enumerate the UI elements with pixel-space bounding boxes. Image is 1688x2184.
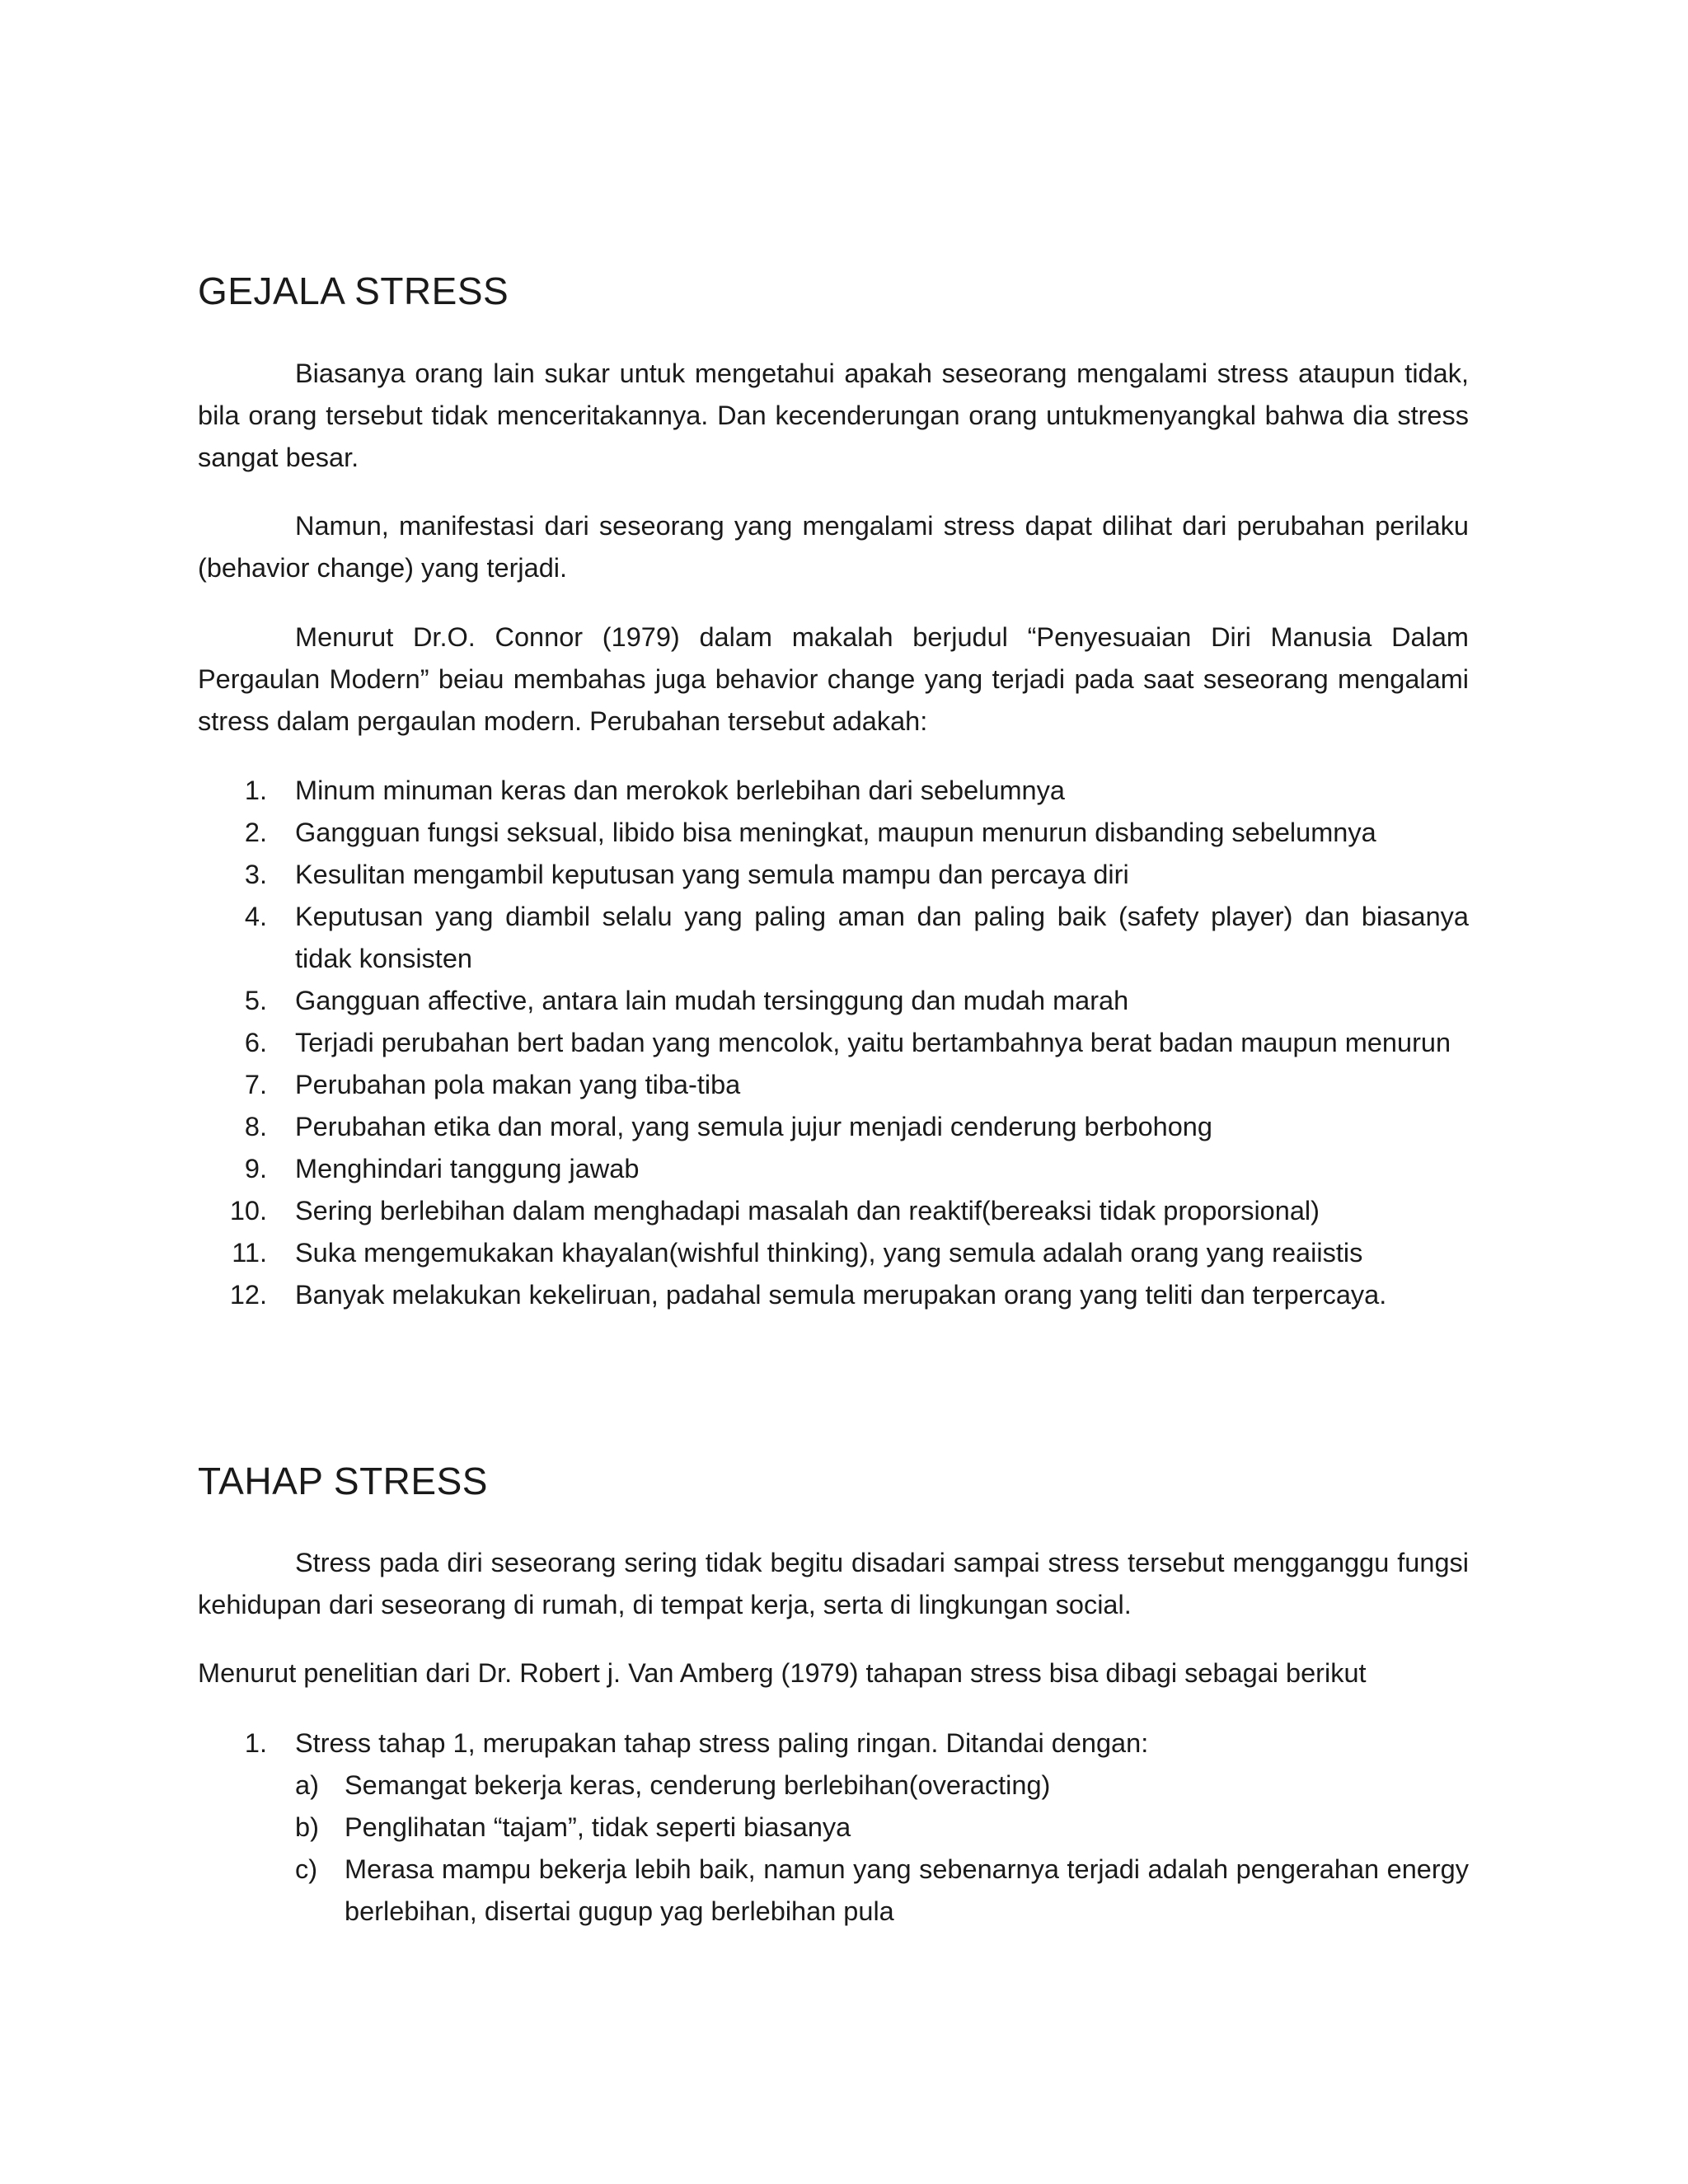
paragraph-connor bbox=[198, 616, 1469, 743]
list-item bbox=[198, 896, 1469, 980]
list-marker: 1. bbox=[244, 776, 267, 805]
list-item bbox=[198, 1022, 1469, 1064]
sub-list-marker: a) bbox=[295, 1770, 319, 1800]
behavior-change-list bbox=[198, 770, 1469, 1316]
list-marker: 5. bbox=[244, 986, 267, 1015]
sub-list-item bbox=[295, 1807, 1469, 1849]
list-item bbox=[198, 1148, 1469, 1190]
paragraph-text: Menurut Dr.O. Connor (1979) dalam makalah berjudul “Penyesuaian Diri Manusia Dalam Pergaulan Modern” beiau membahas juga behavior change yang terjadi pada saat seseorang mengalami stress dalam pergaulan modern. Perubahan tersebut adakah: bbox=[198, 622, 1469, 736]
paragraph-van-amberg bbox=[198, 1652, 1469, 1694]
list-marker: 6. bbox=[244, 1028, 267, 1057]
sub-list-item-text: Semangat bekerja keras, cenderung berlebihan(overacting) bbox=[345, 1770, 1051, 1800]
paragraph-manifestation bbox=[198, 505, 1469, 589]
list-marker: 7. bbox=[244, 1070, 267, 1099]
list-item-text: Sering berlebihan dalam menghadapi masalah dan reaktif(bereaksi tidak proporsional) bbox=[295, 1196, 1320, 1226]
list-item bbox=[198, 812, 1469, 854]
list-item bbox=[198, 1190, 1469, 1232]
list-item bbox=[198, 1274, 1469, 1316]
paragraph-stress-awareness bbox=[198, 1542, 1469, 1626]
list-marker: 12. bbox=[229, 1280, 267, 1310]
paragraph-text: Biasanya orang lain sukar untuk mengetahui apakah seseorang mengalami stress ataupun tidak, bila orang tersebut tidak menceritakannya. Dan kecenderungan orang untukmenyangkal bahwa dia stress sangat besar. bbox=[198, 359, 1469, 472]
list-item bbox=[198, 1722, 1469, 1933]
list-item-text: Terjadi perubahan bert badan yang mencolok, yaitu bertambahnya berat badan maupun menurun bbox=[295, 1028, 1451, 1057]
list-item-text: Gangguan fungsi seksual, libido bisa meningkat, maupun menurun disbanding sebelumnya bbox=[295, 818, 1376, 847]
list-item-text: Stress tahap 1, merupakan tahap stress paling ringan. Ditandai dengan: bbox=[295, 1728, 1149, 1758]
list-item bbox=[198, 854, 1469, 896]
list-item bbox=[198, 770, 1469, 812]
list-item-text: Perubahan etika dan moral, yang semula jujur menjadi cenderung berbohong bbox=[295, 1112, 1212, 1141]
paragraph-text: Stress pada diri seseorang sering tidak begitu disadari sampai stress tersebut mengganggu fungsi kehidupan dari seseorang di rumah, di tempat kerja, serta di lingkungan social. bbox=[198, 1548, 1469, 1619]
list-marker: 10. bbox=[229, 1196, 267, 1226]
list-marker: 2. bbox=[244, 818, 267, 847]
list-item-text: Menghindari tanggung jawab bbox=[295, 1154, 640, 1183]
section-heading-gejala-stress: GEJALA STRESS bbox=[198, 269, 509, 312]
sub-list-marker: b) bbox=[295, 1812, 319, 1842]
list-item-text: Minum minuman keras dan merokok berlebihan dari sebelumnya bbox=[295, 776, 1065, 805]
sub-list-item bbox=[295, 1849, 1469, 1933]
list-item bbox=[198, 1064, 1469, 1106]
list-marker: 4. bbox=[244, 902, 267, 931]
list-marker: 9. bbox=[244, 1154, 267, 1183]
paragraph-text: Menurut penelitian dari Dr. Robert j. Van Amberg (1979) tahapan stress bisa dibagi sebagai berikut bbox=[198, 1658, 1367, 1688]
list-marker: 3. bbox=[244, 860, 267, 889]
sub-list-item-text: Merasa mampu bekerja lebih baik, namun yang sebenarnya terjadi adalah pengerahan energy berlebihan, disertai gugup yag berlebihan pula bbox=[345, 1854, 1469, 1926]
list-item-text: Suka mengemukakan khayalan(wishful thinking), yang semula adalah orang yang reaiistis bbox=[295, 1238, 1363, 1268]
paragraph-intro bbox=[198, 353, 1469, 479]
list-item-text: Perubahan pola makan yang tiba-tiba bbox=[295, 1070, 741, 1099]
list-item-text: Gangguan affective, antara lain mudah tersinggung dan mudah marah bbox=[295, 986, 1129, 1015]
section-heading-tahap-stress: TAHAP STRESS bbox=[198, 1460, 488, 1502]
list-item-text: Banyak melakukan kekeliruan, padahal semula merupakan orang yang teliti dan terpercaya. bbox=[295, 1280, 1387, 1310]
list-marker: 11. bbox=[232, 1238, 267, 1268]
list-item-text: Kesulitan mengambil keputusan yang semula mampu dan percaya diri bbox=[295, 860, 1129, 889]
paragraph-text: Namun, manifestasi dari seseorang yang mengalami stress dapat dilihat dari perubahan perilaku (behavior change) yang terjadi. bbox=[198, 511, 1469, 583]
sub-list-item-text: Penglihatan “tajam”, tidak seperti biasanya bbox=[345, 1812, 851, 1842]
stress-stage-list bbox=[198, 1722, 1469, 1933]
list-marker: 1. bbox=[244, 1728, 267, 1758]
list-item bbox=[198, 1106, 1469, 1148]
list-item bbox=[198, 980, 1469, 1022]
list-item bbox=[198, 1232, 1469, 1274]
sub-list-item bbox=[295, 1765, 1469, 1807]
sub-list-marker: c) bbox=[295, 1854, 318, 1884]
sub-list bbox=[295, 1765, 1469, 1933]
list-marker: 8. bbox=[244, 1112, 267, 1141]
list-item-text: Keputusan yang diambil selalu yang paling aman dan paling baik (safety player) dan biasanya tidak konsisten bbox=[295, 902, 1469, 973]
